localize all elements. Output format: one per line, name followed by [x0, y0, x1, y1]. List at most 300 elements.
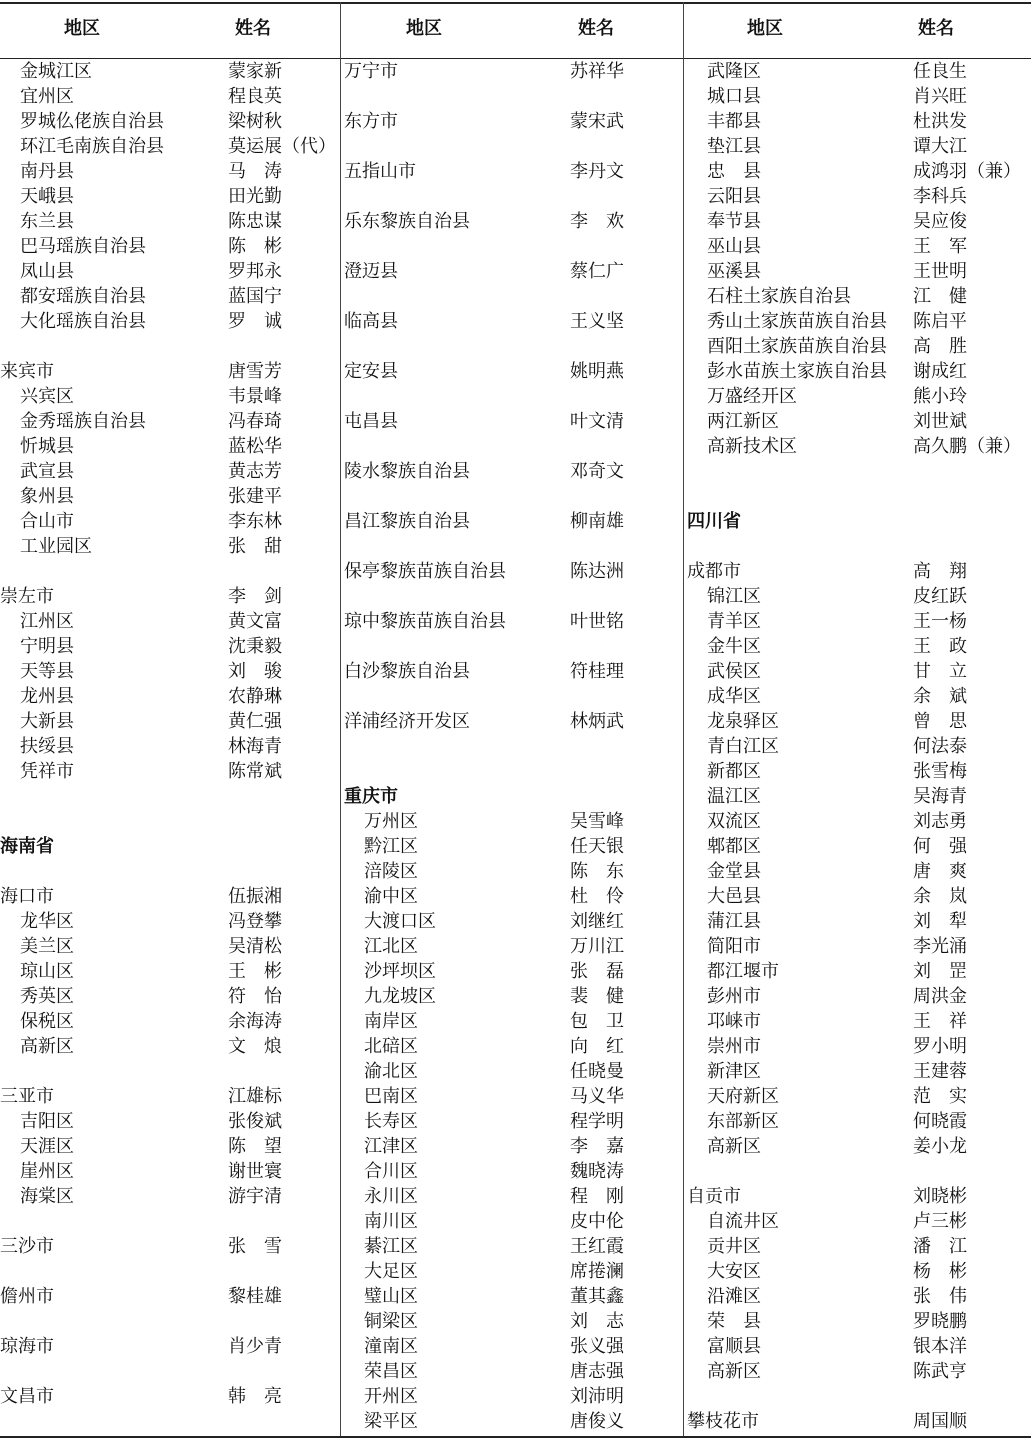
region-cell: 陵水黎族自治县: [344, 461, 470, 482]
table-row: [687, 1259, 1031, 1284]
table-row: [344, 559, 680, 584]
table-row: [687, 884, 1031, 909]
region-cell: 巫溪县: [707, 261, 761, 282]
table-row: [0, 284, 338, 309]
table-row: [344, 1234, 680, 1259]
name-cell: 程 刚: [570, 1186, 624, 1207]
table-row: [344, 1359, 680, 1384]
region-cell: 宜州区: [20, 86, 74, 107]
table-row: [687, 834, 1031, 859]
table-row: [687, 1159, 1031, 1184]
region-cell: 彭州市: [707, 986, 761, 1007]
name-cell: 吴清松: [228, 936, 282, 957]
region-cell: 新津区: [707, 1061, 761, 1082]
name-cell: 张 雪: [228, 1236, 282, 1257]
table-row: [687, 1309, 1031, 1334]
table-row: [344, 759, 680, 784]
region-cell: 兴宾区: [20, 386, 74, 407]
region-cell: 龙华区: [20, 911, 74, 932]
name-cell: 黄仁强: [228, 711, 282, 732]
region-cell: 澄迈县: [344, 261, 398, 282]
table-row: [687, 684, 1031, 709]
table-row: [0, 134, 338, 159]
name-cell: 杜 伶: [570, 886, 624, 907]
region-cell: 定安县: [344, 361, 398, 382]
region-cell: 大新县: [20, 711, 74, 732]
table-row: [344, 209, 680, 234]
region-cell: 琼中黎族苗族自治县: [344, 611, 506, 632]
name-cell: 陈武亨: [913, 1361, 967, 1382]
region-cell: 云阳县: [707, 186, 761, 207]
region-cell: 江州区: [20, 611, 74, 632]
name-cell: 刘继红: [570, 911, 624, 932]
table-row: [687, 509, 1031, 534]
name-cell: 魏晓涛: [570, 1161, 624, 1182]
table-row: [687, 1334, 1031, 1359]
name-cell: 王义坚: [570, 311, 624, 332]
table-row: [0, 1034, 338, 1059]
table-row: [344, 159, 680, 184]
table-row: [0, 759, 338, 784]
name-cell: 王 军: [913, 236, 967, 257]
table-row: [344, 959, 680, 984]
table-row: [344, 59, 680, 84]
table-row: [344, 334, 680, 359]
table-row: [0, 459, 338, 484]
table-row: [0, 84, 338, 109]
table-row: [344, 1209, 680, 1234]
table-row: [687, 734, 1031, 759]
table-row: [0, 584, 338, 609]
name-cell: 刘沛明: [570, 1386, 624, 1407]
table-row: [344, 1084, 680, 1109]
region-cell: 来宾市: [0, 361, 54, 382]
table-row: [344, 484, 680, 509]
region-cell: 九龙坡区: [364, 986, 436, 1007]
table-row: [687, 209, 1031, 234]
name-cell: 农静琳: [228, 686, 282, 707]
table-row: [0, 934, 338, 959]
table-row: [0, 1334, 338, 1359]
table-row: [344, 459, 680, 484]
table-column-1: [0, 59, 338, 1434]
region-cell: 沙坪坝区: [364, 961, 436, 982]
name-cell: 黄志芳: [228, 461, 282, 482]
name-cell: 蓝国宁: [228, 286, 282, 307]
name-cell: 张建平: [228, 486, 282, 507]
table-row: [344, 834, 680, 859]
table-row: [0, 559, 338, 584]
table-row: [0, 384, 338, 409]
table-row: [687, 534, 1031, 559]
table-row: [0, 434, 338, 459]
region-cell: 武宣县: [20, 461, 74, 482]
table-row: [0, 1159, 338, 1184]
region-cell: 北碚区: [364, 1036, 418, 1057]
name-cell: 江 健: [913, 286, 967, 307]
name-cell: 周国顺: [913, 1411, 967, 1432]
name-cell: 林炳武: [570, 711, 624, 732]
region-cell: 大安区: [707, 1261, 761, 1282]
table-row: [687, 484, 1031, 509]
name-cell: 王红霞: [570, 1236, 624, 1257]
table-row: [0, 159, 338, 184]
table-row: [0, 959, 338, 984]
table-row: [344, 1059, 680, 1084]
region-cell: 天涯区: [20, 1136, 74, 1157]
table-row: [687, 1359, 1031, 1384]
name-cell: 陈 望: [228, 1136, 282, 1157]
name-cell: 曾 思: [913, 711, 967, 732]
table-column-3: [687, 59, 1031, 1434]
name-cell: 罗邦永: [228, 261, 282, 282]
name-cell: 任良生: [913, 61, 967, 82]
name-cell: 符 怡: [228, 986, 282, 1007]
name-cell: 李 欢: [570, 211, 624, 232]
table-row: [0, 534, 338, 559]
table-row: [687, 1234, 1031, 1259]
name-cell: 刘志勇: [913, 811, 967, 832]
region-cell: 武侯区: [707, 661, 761, 682]
region-cell: 高新区: [707, 1136, 761, 1157]
table-row: [0, 984, 338, 1009]
region-cell: 成都市: [687, 561, 741, 582]
header-name: 姓名: [918, 18, 954, 39]
name-cell: 成鸿羽（兼）: [913, 161, 1021, 182]
table-row: [344, 1159, 680, 1184]
name-cell: 蒙宋武: [570, 111, 624, 132]
table-row: [687, 134, 1031, 159]
name-cell: 罗 诚: [228, 311, 282, 332]
region-cell: 城口县: [707, 86, 761, 107]
name-cell: 邓奇文: [570, 461, 624, 482]
name-cell: 林海青: [228, 736, 282, 757]
name-cell: 符桂理: [570, 661, 624, 682]
name-cell: 陈启平: [913, 311, 967, 332]
name-cell: 冯春琦: [228, 411, 282, 432]
region-cell: 涪陵区: [364, 861, 418, 882]
table-row: [0, 659, 338, 684]
table-row: [344, 584, 680, 609]
region-cell: 南岸区: [364, 1011, 418, 1032]
region-cell: 江津区: [364, 1136, 418, 1157]
name-cell: 苏祥华: [570, 61, 624, 82]
name-cell: 刘 犁: [913, 911, 967, 932]
table-row: [0, 409, 338, 434]
name-cell: 叶文清: [570, 411, 624, 432]
table-row: [344, 909, 680, 934]
table-row: [687, 1109, 1031, 1134]
region-cell: 渝北区: [364, 1061, 418, 1082]
name-cell: 杜洪发: [913, 111, 967, 132]
table-row: [344, 1109, 680, 1134]
region-cell: 三亚市: [0, 1086, 54, 1107]
name-cell: 唐雪芳: [228, 361, 282, 382]
region-cell: 忠 县: [707, 161, 761, 182]
name-cell: 谢成红: [913, 361, 967, 382]
name-cell: 唐志强: [570, 1361, 624, 1382]
region-cell: 罗城仫佬族自治县: [20, 111, 164, 132]
table-row: [687, 409, 1031, 434]
region-cell: 崇州市: [707, 1036, 761, 1057]
region-cell: 开州区: [364, 1386, 418, 1407]
header-region: 地区: [406, 18, 442, 39]
table-row: [344, 434, 680, 459]
table-row: [0, 334, 338, 359]
region-cell: 巴南区: [364, 1086, 418, 1107]
table-row: [344, 234, 680, 259]
table-row: [0, 609, 338, 634]
name-cell: 刘 罡: [913, 961, 967, 982]
table-row: [0, 859, 338, 884]
table-row: [344, 1134, 680, 1159]
name-cell: 余 斌: [913, 686, 967, 707]
name-cell: 吴海青: [913, 786, 967, 807]
name-cell: 谭大江: [913, 136, 967, 157]
region-cell: 都江堰市: [707, 961, 779, 982]
name-cell: 罗晓鹏: [913, 1311, 967, 1332]
header-name: 姓名: [235, 18, 271, 39]
region-cell: 天府新区: [707, 1086, 779, 1107]
name-cell: 李 嘉: [570, 1136, 624, 1157]
table-row: [687, 784, 1031, 809]
region-cell: 荣昌区: [364, 1361, 418, 1382]
table-row: [344, 384, 680, 409]
name-cell: 张雪梅: [913, 761, 967, 782]
table-row: [344, 259, 680, 284]
region-cell: 温江区: [707, 786, 761, 807]
region-cell: 铜梁区: [364, 1311, 418, 1332]
table-row: [687, 909, 1031, 934]
region-cell: 南丹县: [20, 161, 74, 182]
name-cell: 谢世寰: [228, 1161, 282, 1182]
region-cell: 万盛经开区: [707, 386, 797, 407]
region-cell: 自流井区: [707, 1211, 779, 1232]
name-cell: 肖少青: [228, 1336, 282, 1357]
name-cell: 刘世斌: [913, 411, 967, 432]
table-row: [687, 334, 1031, 359]
region-cell: 儋州市: [0, 1286, 54, 1307]
region-cell: 成华区: [707, 686, 761, 707]
table-row: [344, 1409, 680, 1434]
region-cell: 崇左市: [0, 586, 54, 607]
name-cell: 周洪金: [913, 986, 967, 1007]
region-cell: 昌江黎族自治县: [344, 511, 470, 532]
table-row: [344, 634, 680, 659]
name-cell: 黎桂雄: [228, 1286, 282, 1307]
table-row: [687, 309, 1031, 334]
table-row: [687, 84, 1031, 109]
name-cell: 高 胜: [913, 336, 967, 357]
table-row: [344, 1184, 680, 1209]
table-row: [687, 284, 1031, 309]
table-row: [0, 909, 338, 934]
region-cell: 丰都县: [707, 111, 761, 132]
region-cell: 扶绥县: [20, 736, 74, 757]
table-row: [0, 1009, 338, 1034]
name-cell: 唐 爽: [913, 861, 967, 882]
region-cell: 白沙黎族自治县: [344, 661, 470, 682]
table-row: [344, 1309, 680, 1334]
region-cell: 富顺县: [707, 1336, 761, 1357]
name-cell: 李光涌: [913, 936, 967, 957]
region-cell: 高新区: [20, 1036, 74, 1057]
table-row: [0, 1359, 338, 1384]
region-cell: 金城江区: [20, 61, 92, 82]
region-cell: 大渡口区: [364, 911, 436, 932]
region-cell: 洋浦经济开发区: [344, 711, 470, 732]
table-top-rule: [0, 2, 1031, 4]
name-cell: 柳南雄: [570, 511, 624, 532]
name-cell: 范 实: [913, 1086, 967, 1107]
table-row: [687, 1084, 1031, 1109]
region-cell: 邛崃市: [707, 1011, 761, 1032]
name-cell: 韦景峰: [228, 386, 282, 407]
table-row: [0, 509, 338, 534]
name-cell: 熊小玲: [913, 386, 967, 407]
table-row: [687, 634, 1031, 659]
name-cell: 刘晓彬: [913, 1186, 967, 1207]
table-row: [0, 634, 338, 659]
table-row: [0, 1109, 338, 1134]
name-cell: 向 红: [570, 1036, 624, 1057]
region-cell: 南川区: [364, 1211, 418, 1232]
table-row: [344, 609, 680, 634]
section-heading: 海南省: [0, 836, 54, 857]
table-row: [0, 809, 338, 834]
table-row: [0, 1184, 338, 1209]
name-cell: 高久鹏（兼）: [913, 436, 1021, 457]
region-cell: 保税区: [20, 1011, 74, 1032]
table-row: [0, 1134, 338, 1159]
name-cell: 蒙家新: [228, 61, 282, 82]
table-row: [344, 784, 680, 809]
table-row: [687, 1209, 1031, 1234]
region-cell: 渝中区: [364, 886, 418, 907]
table-row: [0, 1234, 338, 1259]
region-cell: 大化瑶族自治县: [20, 311, 146, 332]
table-row: [687, 459, 1031, 484]
name-cell: 杨 彬: [913, 1261, 967, 1282]
table-row: [344, 1384, 680, 1409]
table-row: [344, 709, 680, 734]
table-column-2: [344, 59, 680, 1434]
table-row: [0, 1384, 338, 1409]
name-cell: 程学明: [570, 1111, 624, 1132]
name-cell: 何 强: [913, 836, 967, 857]
header-name: 姓名: [578, 18, 614, 39]
name-cell: 李丹文: [570, 161, 624, 182]
region-cell: 象州县: [20, 486, 74, 507]
table-row: [344, 534, 680, 559]
name-cell: 王 彬: [228, 961, 282, 982]
table-row: [687, 609, 1031, 634]
region-cell: 贡井区: [707, 1236, 761, 1257]
region-cell: 宁明县: [20, 636, 74, 657]
header-region: 地区: [64, 18, 100, 39]
table-row: [344, 84, 680, 109]
table-row: [687, 984, 1031, 1009]
region-cell: 金秀瑶族自治县: [20, 411, 146, 432]
name-cell: 王 祥: [913, 1011, 967, 1032]
table-row: [0, 1209, 338, 1234]
name-cell: 陈 彬: [228, 236, 282, 257]
table-row: [0, 484, 338, 509]
table-row: [344, 984, 680, 1009]
name-cell: 文 烺: [228, 1036, 282, 1057]
name-cell: 李东林: [228, 511, 282, 532]
name-cell: 高 翔: [913, 561, 967, 582]
region-cell: 海口市: [0, 886, 54, 907]
table-row: [0, 259, 338, 284]
region-cell: 五指山市: [344, 161, 416, 182]
table-row: [344, 1334, 680, 1359]
name-cell: 张俊斌: [228, 1111, 282, 1132]
section-heading: 四川省: [687, 511, 741, 532]
region-cell: 黔江区: [364, 836, 418, 857]
table-row: [687, 1409, 1031, 1434]
region-cell: 万宁市: [344, 61, 398, 82]
header-region: 地区: [747, 18, 783, 39]
region-cell: 琼海市: [0, 1336, 54, 1357]
table-row: [344, 509, 680, 534]
table-row: [344, 884, 680, 909]
region-cell: 琼山区: [20, 961, 74, 982]
region-cell: 两江新区: [707, 411, 779, 432]
region-cell: 永川区: [364, 1186, 418, 1207]
region-cell: 青羊区: [707, 611, 761, 632]
name-cell: 程良英: [228, 86, 282, 107]
region-cell: 东兰县: [20, 211, 74, 232]
region-cell: 崖州区: [20, 1161, 74, 1182]
table-row: [344, 734, 680, 759]
region-cell: 凭祥市: [20, 761, 74, 782]
name-cell: 游宇清: [228, 1186, 282, 1207]
region-cell: 大足区: [364, 1261, 418, 1282]
table-row: [0, 359, 338, 384]
table-row: [0, 1309, 338, 1334]
region-cell: 彭水苗族土家族自治县: [707, 361, 887, 382]
name-cell: 马义华: [570, 1086, 624, 1107]
table-row: [687, 659, 1031, 684]
table-row: [687, 1009, 1031, 1034]
name-cell: 吴雪峰: [570, 811, 624, 832]
region-cell: 保亭黎族苗族自治县: [344, 561, 506, 582]
region-cell: 锦江区: [707, 586, 761, 607]
region-cell: 蒲江县: [707, 911, 761, 932]
table-row: [344, 659, 680, 684]
table-row: [0, 1284, 338, 1309]
table-row: [344, 1009, 680, 1034]
table-row: [0, 59, 338, 84]
table-row: [687, 934, 1031, 959]
name-cell: 董其鑫: [570, 1286, 624, 1307]
region-cell: 简阳市: [707, 936, 761, 957]
table-row: [687, 234, 1031, 259]
table-row: [344, 109, 680, 134]
table-row: [687, 384, 1031, 409]
region-cell: 长寿区: [364, 1111, 418, 1132]
table-row: [687, 434, 1031, 459]
name-cell: 姚明燕: [570, 361, 624, 382]
name-cell: 张 伟: [913, 1286, 967, 1307]
name-cell: 莫运展（代）: [228, 136, 336, 157]
table-row: [344, 859, 680, 884]
table-row: [344, 1259, 680, 1284]
region-cell: 奉节县: [707, 211, 761, 232]
name-cell: 刘 志: [570, 1311, 624, 1332]
table-row: [687, 1284, 1031, 1309]
